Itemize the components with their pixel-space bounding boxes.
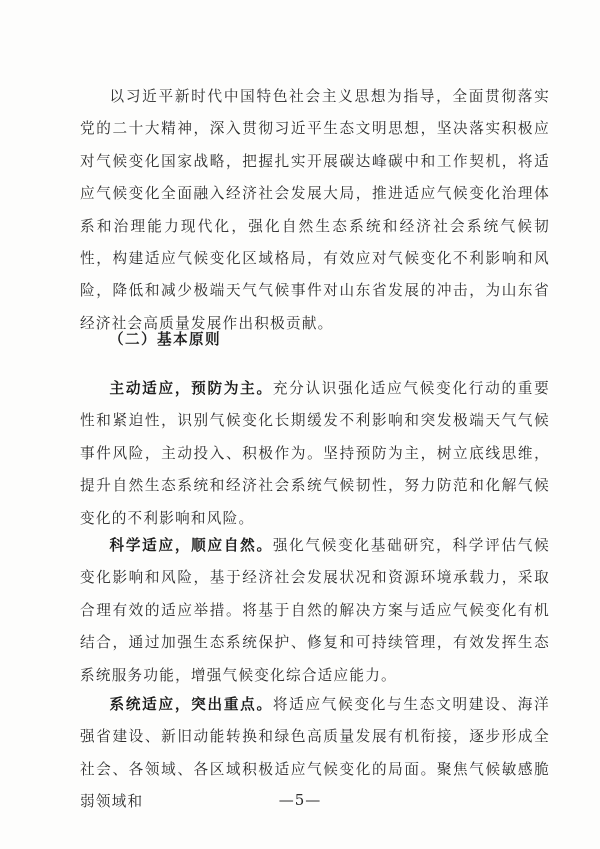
principle-3-lead: 系统适应，突出重点。 (109, 696, 273, 713)
intro-text: 以习近平新时代中国特色社会主义思想为指导，全面贯彻落实党的二十大精神，深入贯彻习近平生态文明思想，坚决落实积极应对气候变化国家战略，把握扎实开展碳达峰碳中和工作契机，将适应气候变化全面融入经济社会发展大局，推进适应气候变化治理体系和治理能力现代化，强化自然生态系统和经济社会系统气候韧性，构建适应气候变化区域格局，有效应对气候变化不利影响和风险，降低和减少极端天气气候事件对山东省发展的冲击，为山东省经济社会高质量发展作出积极贡献。 (80, 88, 550, 332)
principle-paragraph-2 (80, 530, 550, 692)
intro-paragraph (80, 81, 550, 340)
principle-1-body: 充分认识强化适应气候变化行动的重要性和紧迫性，识别气候变化长期缓发不利影响和突发极端天气气候事件风险，主动投入、积极作为。坚持预防为主，树立底线思维，提升自然生态系统和经济社会系统气候韧性，努力防范和化解气候变化的不利影响和风险。 (80, 380, 550, 527)
principle-2-lead: 科学适应，顺应自然。 (109, 537, 273, 554)
principle-3-body: 将适应气候变化与生态文明建设、海洋强省建设、新旧动能转换和绿色高质量发展有机衔接，逐步形成全社会、各领域、各区域积极适应气候变化的局面。聚焦气候敏感脆弱领域和 (80, 696, 550, 811)
page-number: —5— (278, 791, 322, 809)
principle-paragraph-1 (80, 373, 550, 535)
section-heading: （二）基本原则 (109, 331, 221, 348)
principle-2-body: 强化气候变化基础研究，科学评估气候变化影响和风险，基于经济社会发展状况和资源环境承载力，采取合理有效的适应举措。将基于自然的解决方案与适应气候变化有机结合，通过加强生态系统保护、修复和可持续管理，有效发挥生态系统服务功能，增强气候变化综合适应能力。 (80, 537, 550, 684)
principle-1-lead: 主动适应，预防为主。 (109, 380, 273, 397)
